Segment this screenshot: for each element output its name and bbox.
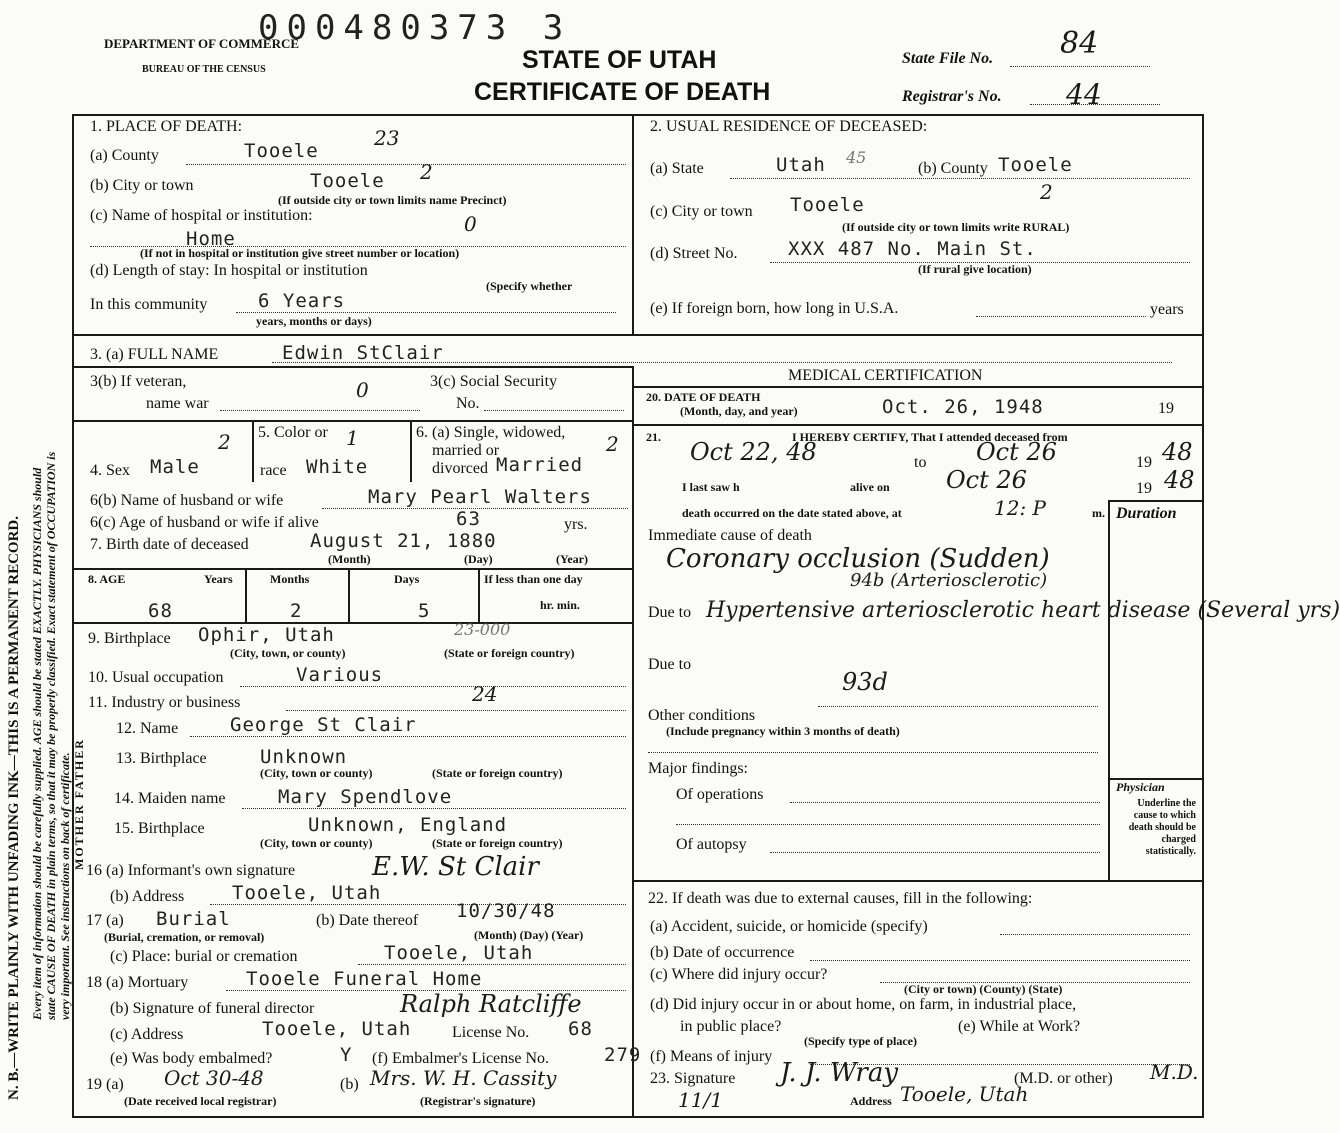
registrar-label: Registrar's No. <box>902 88 1002 105</box>
signature-date: 11/1 <box>678 1088 723 1112</box>
operations-label: Of operations <box>676 786 764 803</box>
physician-address-label: Address <box>850 1094 892 1108</box>
death-time: 12: P <box>994 496 1047 520</box>
sex-code: 2 <box>218 430 231 454</box>
external-e: (e) While at Work? <box>958 1018 1081 1035</box>
mortuary-label: 18 (a) Mortuary <box>86 974 189 991</box>
street-note: (If rural give location) <box>918 262 1032 276</box>
residence-state-label: (a) State <box>650 160 704 177</box>
certify-text: I HEREBY CERTIFY, That I attended deceased from <box>792 430 1068 444</box>
age-years-header: Years <box>204 572 233 586</box>
state-file-label: State File No. <box>902 50 994 67</box>
embalmer-license-value: 279 <box>604 1044 642 1066</box>
certify-number: 21. <box>646 430 661 444</box>
yrs-label: yrs. <box>564 516 588 533</box>
burial-label: 17 (a) <box>86 912 124 929</box>
mother-maiden-value: Mary Spendlove <box>278 786 453 808</box>
funeral-director-signature: Ralph Ratcliffe <box>400 990 582 1018</box>
external-d-2: in public place? <box>680 1018 782 1035</box>
industry-code: 24 <box>472 682 498 706</box>
industry-label: 11. Industry or business <box>88 694 241 711</box>
war-label: name war <box>146 395 209 412</box>
embalmed-value: Y <box>340 1044 353 1066</box>
specify-note: (Specify whether <box>486 279 573 293</box>
license-value: 68 <box>568 1018 593 1040</box>
due-to-1-label: Due to <box>648 604 692 621</box>
full-name-value: Edwin StClair <box>282 342 444 364</box>
other-conditions-note: (Include pregnancy within 3 months of death) <box>666 724 900 738</box>
received-date: Oct 30-48 <box>164 1066 264 1090</box>
to-label: to <box>914 454 927 471</box>
external-d-note: (Specify type of place) <box>804 1034 917 1048</box>
color-label: 5. Color or <box>258 424 328 441</box>
birthplace-value: Ophir, Utah <box>198 624 335 646</box>
occurred-label: death occurred on the date stated above, at <box>682 506 902 520</box>
due-to-2-value: 93d <box>842 668 888 696</box>
external-c-note: (City or town) (County) (State) <box>904 982 1063 996</box>
street-value: XXX 487 No. Main St. <box>788 238 1037 260</box>
other-conditions-label: Other conditions <box>648 707 756 724</box>
major-findings-label: Major findings: <box>648 760 748 777</box>
race-value: White <box>306 456 369 478</box>
informant-signature: E.W. St Clair <box>372 852 539 882</box>
registrar-signature-label: (b) <box>340 1076 359 1093</box>
birthdate-label: 7. Birth date of deceased <box>90 536 249 553</box>
received-note: (Date received local registrar) <box>124 1094 277 1108</box>
mother-birthplace-label: 15. Birthplace <box>114 820 205 837</box>
father-bp-note-2: (State or foreign country) <box>432 766 563 780</box>
burial-place-value: Tooele, Utah <box>384 942 534 964</box>
foreign-years-label: years <box>1150 301 1184 318</box>
state-file-value: 84 <box>1060 26 1099 61</box>
registrar-signature: Mrs. W. H. Cassity <box>370 1066 557 1090</box>
informant-signature-label: 16 (a) Informant's own signature <box>86 862 296 879</box>
community-note: years, months or days) <box>256 314 372 328</box>
sex-label: 4. Sex <box>90 462 130 479</box>
residence-state-value: Utah <box>776 154 826 176</box>
external-f: (f) Means of injury <box>650 1048 773 1065</box>
residence-state-code: 45 <box>846 148 867 167</box>
mother-birthplace-value: Unknown, England <box>308 814 508 836</box>
father-name-label: 12. Name <box>116 720 179 737</box>
age-days-header: Days <box>394 572 420 586</box>
received-label: 19 (a) <box>86 1076 124 1093</box>
certificate-title: CERTIFICATE OF DEATH <box>474 78 771 106</box>
spouse-value: Mary Pearl Walters <box>368 486 592 508</box>
due-to-1-value: Hypertensive arteriosclerotic heart disease (Several yrs) <box>706 598 1340 623</box>
registrar-value: 44 <box>1066 78 1102 111</box>
dod-19: 19 <box>1158 400 1174 417</box>
birthdate-value: August 21, 1880 <box>310 530 497 552</box>
burial-value: Burial <box>156 908 231 930</box>
street-label: (d) Street No. <box>650 245 738 262</box>
spouse-age-label: 6(c) Age of husband or wife if alive <box>90 514 319 531</box>
full-name-label: 3. (a) FULL NAME <box>90 346 219 363</box>
age-lessday-header: If less than one day <box>484 572 583 586</box>
mother-bp-note-1: (City, town or county) <box>260 836 373 850</box>
age-days-value: 5 <box>418 600 431 622</box>
social-security-label: 3(c) Social Security <box>430 373 558 390</box>
attended-to: Oct 26 <box>976 438 1057 466</box>
community-label: In this community <box>90 296 208 313</box>
birthplace-label: 9. Birthplace <box>88 630 171 647</box>
residence-heading: 2. USUAL RESIDENCE OF DECEASED: <box>650 118 928 135</box>
death-city-code: 2 <box>420 160 433 184</box>
side-note-line4: very important. See instructions on back of certificate. <box>58 752 72 1020</box>
death-county-value: Tooele <box>244 140 319 162</box>
side-note-line3: state CAUSE OF DEATH in plain terms, so that it may be properly classified. Exact statement of OCCUPATION is <box>44 451 58 1020</box>
age-months-value: 2 <box>290 600 303 622</box>
informant-address-label: (b) Address <box>110 888 185 905</box>
marital-code: 2 <box>606 432 619 456</box>
md-value: M.D. <box>1150 1060 1199 1084</box>
alive-year: 48 <box>1164 466 1195 494</box>
father-birthplace-label: 13. Birthplace <box>116 750 207 767</box>
father-birthplace-value: Unknown <box>260 746 348 768</box>
hospital-note: (If not in hospital or institution give street number or location) <box>140 246 460 260</box>
residence-city-value: Tooele <box>790 194 865 216</box>
dod-value: Oct. 26, 1948 <box>882 396 1044 418</box>
mortuary-address-value: Tooele, Utah <box>262 1018 412 1040</box>
funeral-director-label: (b) Signature of funeral director <box>110 1000 315 1017</box>
state-title: STATE OF UTAH <box>522 46 717 74</box>
due-to-2-label: Due to <box>648 656 692 673</box>
external-b: (b) Date of occurrence <box>650 944 795 961</box>
registrar-note: (Registrar's signature) <box>420 1094 536 1108</box>
mother-father-label: MOTHER FATHER <box>72 738 86 870</box>
nineteen-1: 19 <box>1136 454 1152 471</box>
death-city-note: (If outside city or town limits name Precinct) <box>278 193 507 207</box>
dod-label: 20. DATE OF DEATH <box>646 390 761 404</box>
social-security-no-label: No. <box>456 395 480 412</box>
death-county-label: (a) County <box>90 147 159 164</box>
burial-note: (Burial, cremation, or removal) <box>104 930 265 944</box>
nineteen-2: 19 <box>1136 480 1152 497</box>
residence-city-code: 2 <box>1040 180 1053 204</box>
duration-header: Duration <box>1116 505 1177 522</box>
race-label: race <box>260 462 287 479</box>
immediate-cause-code: 94b (Arteriosclerotic) <box>850 570 1048 591</box>
attended-from: Oct 22, 48 <box>690 438 817 466</box>
occupation-value: Various <box>296 664 384 686</box>
mortuary-address-label: (c) Address <box>110 1026 184 1043</box>
month-note: (Month) <box>328 552 371 566</box>
immediate-cause-value: Coronary occlusion (Sudden) <box>666 544 1050 574</box>
license-label: License No. <box>452 1024 530 1041</box>
external-d-1: (d) Did injury occur in or about home, on farm, in industrial place, <box>650 996 1077 1013</box>
death-county-code: 23 <box>374 126 400 150</box>
year-note: (Year) <box>556 552 588 566</box>
veteran-code: 0 <box>356 378 369 402</box>
external-c: (c) Where did injury occur? <box>650 966 828 983</box>
embalmed-label: (e) Was body embalmed? <box>110 1050 273 1067</box>
marital-value: Married <box>496 454 584 476</box>
marital-label-3: divorced <box>432 460 488 477</box>
spouse-age-value: 63 <box>456 508 481 530</box>
physician-address-value: Tooele, Utah <box>900 1082 1029 1106</box>
mother-maiden-label: 14. Maiden name <box>114 790 226 807</box>
attended-year: 48 <box>1162 438 1193 466</box>
residence-county-label: (b) County <box>918 160 988 177</box>
external-a: (a) Accident, suicide, or homicide (specify) <box>650 918 928 935</box>
burial-date-note: (Month) (Day) (Year) <box>474 928 584 942</box>
m-label: m. <box>1092 506 1105 520</box>
foreign-label: (e) If foreign born, how long in U.S.A. <box>650 300 899 317</box>
dod-note: (Month, day, and year) <box>680 404 798 418</box>
department-label: DEPARTMENT OF COMMERCE <box>104 36 300 51</box>
signature-label: 23. Signature <box>650 1070 736 1087</box>
side-note-main: N. B.—WRITE PLAINLY WITH UNFADING INK—THIS IS A PERMANENT RECORD. <box>6 516 22 1100</box>
burial-date-label: (b) Date thereof <box>316 912 419 929</box>
birthplace-code: 23-000 <box>454 620 511 639</box>
serial-number: 000480373 3 <box>258 8 572 48</box>
stay-label: (d) Length of stay: In hospital or institution <box>90 262 368 279</box>
day-note: (Day) <box>464 552 493 566</box>
sex-value: Male <box>150 456 200 478</box>
external-heading: 22. If death was due to external causes, fill in the following: <box>648 890 1033 907</box>
alive-date: Oct 26 <box>946 466 1027 494</box>
age-months-header: Months <box>270 572 310 586</box>
hospital-value: Home <box>186 228 236 250</box>
informant-address-value: Tooele, Utah <box>232 882 382 904</box>
father-name-value: George St Clair <box>230 714 417 736</box>
age-label: 8. AGE <box>88 572 126 586</box>
autopsy-label: Of autopsy <box>676 836 747 853</box>
mortuary-value: Tooele Funeral Home <box>246 968 483 990</box>
mother-bp-note-2: (State or foreign country) <box>432 836 563 850</box>
hospital-code: 0 <box>464 212 477 236</box>
burial-date-value: 10/30/48 <box>456 900 556 922</box>
death-city-value: Tooele <box>310 170 385 192</box>
physician-note: Underline the cause to which death should be charged statistically. <box>1128 798 1196 857</box>
md-label: (M.D. or other) <box>1014 1070 1113 1087</box>
medical-heading: MEDICAL CERTIFICATION <box>788 367 983 384</box>
age-years-value: 68 <box>148 600 173 622</box>
occupation-label: 10. Usual occupation <box>88 669 224 686</box>
physician-header: Physician <box>1116 780 1165 794</box>
hospital-label: (c) Name of hospital or institution: <box>90 207 313 224</box>
side-note-line2: Every item of information should be carefully supplied. AGE should be stated EXACTLY. PHYSICIANS should <box>30 467 44 1020</box>
place-of-death-heading: 1. PLACE OF DEATH: <box>90 118 243 135</box>
residence-city-note: (If outside city or town limits write RURAL) <box>842 220 1070 234</box>
death-city-label: (b) City or town <box>90 177 194 194</box>
veteran-label: 3(b) If veteran, <box>90 373 187 390</box>
burial-place-label: (c) Place: burial or cremation <box>110 948 298 965</box>
birthplace-note-2: (State or foreign country) <box>444 646 575 660</box>
spouse-label: 6(b) Name of husband or wife <box>90 492 284 509</box>
marital-label-2: married or <box>432 442 500 459</box>
bureau-label: BUREAU OF THE CENSUS <box>142 64 266 75</box>
residence-city-label: (c) City or town <box>650 203 753 220</box>
marital-label-1: 6. (a) Single, widowed, <box>416 424 566 441</box>
community-value: 6 Years <box>258 290 346 312</box>
father-bp-note-1: (City, town or county) <box>260 766 373 780</box>
immediate-cause-label: Immediate cause of death <box>648 527 812 544</box>
alive-on-label: alive on <box>850 480 890 494</box>
hr-min-label: hr. min. <box>540 598 580 612</box>
embalmer-license-label: (f) Embalmer's License No. <box>372 1050 550 1067</box>
residence-county-value: Tooele <box>998 154 1073 176</box>
last-saw-label: I last saw h <box>682 480 740 494</box>
race-code: 1 <box>346 426 359 450</box>
birthplace-note-1: (City, town, or county) <box>230 646 346 660</box>
physician-signature: J. J. Wray <box>780 1058 899 1088</box>
